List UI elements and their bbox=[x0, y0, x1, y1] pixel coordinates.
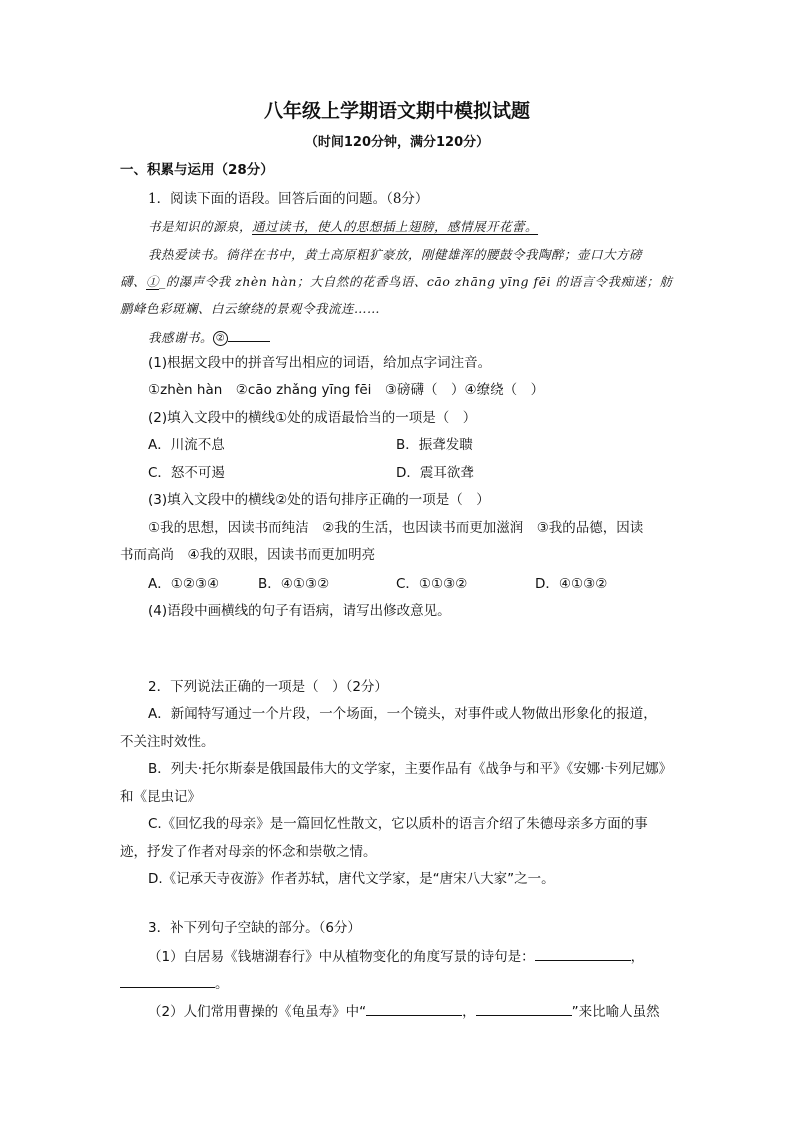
q2-option-c-line-2: 迹，抒发了作者对母亲的怀念和崇敬之情。 bbox=[120, 844, 377, 860]
q1-passage-plain: 书是知识的源泉， bbox=[148, 219, 253, 234]
q3-item-1 bbox=[148, 946, 644, 967]
q2-option-d-line-1: D.《记承天寺夜游》作者苏轼，唐代文学家，是“唐宋八大家”之一。 bbox=[148, 871, 555, 887]
section-heading: 一、积累与运用（28分） bbox=[120, 162, 274, 178]
q1-sub2-option-c: C．怒不可遏 bbox=[148, 465, 225, 481]
q1-passage-line-2: 我热爱读书。徜徉在书中，黄土高原粗犷豪放，刚健雄浑的腰鼓令我陶醉；壶口大方磅 bbox=[148, 247, 643, 262]
q3-item-1-line-2 bbox=[120, 973, 229, 994]
page-subtitle: （时间120分钟，满分120分） bbox=[304, 135, 490, 150]
q2-option-c-line-1: C.《回忆我的母亲》是一篇回忆性散文，它以质朴的语言介绍了朱德母亲多方面的事 bbox=[148, 816, 648, 832]
q1-sub3-option-d: D．④①③② bbox=[535, 576, 608, 592]
q1-blank-1: ① bbox=[146, 274, 160, 289]
q1-sub2-option-b: B．振聋发聩 bbox=[396, 437, 473, 453]
q3-item-2-text: （2）人们常用曹操的《龟虽寿》中“ bbox=[148, 1004, 367, 1020]
q1-sub4: (4)语段中画横线的句子有语病，请写出修改意见。 bbox=[148, 603, 451, 619]
q3-item-2 bbox=[148, 1001, 660, 1022]
q1-passage-line-4: 鹏峰色彩斑斓、白云缭绕的景观令我流连…… bbox=[120, 301, 381, 316]
q1-sub3-line-2: 书而高尚 ④我的双眼，因读书而更加明亮 bbox=[120, 547, 376, 563]
q1-sub3-option-b: B．④①③② bbox=[258, 576, 330, 592]
q2-stem: 2．下列说法正确的一项是（ ）（2分） bbox=[148, 679, 388, 695]
q1-passage-underlined: 通过读书，使人的思想插上翅膀，感情展开花蕾。 bbox=[252, 219, 539, 234]
q1-blank-2-line bbox=[228, 327, 270, 342]
q1-blank-2-marker: ② bbox=[213, 331, 228, 346]
q3-item-1-blank-a bbox=[535, 946, 631, 961]
q3-item-2-comma: ， bbox=[462, 1004, 476, 1020]
q3-item-1-comma: ， bbox=[630, 949, 645, 965]
q2-option-b-line-2: 和《昆虫记》 bbox=[120, 789, 201, 805]
q1-sub2-option-a: A．川流不息 bbox=[148, 437, 225, 453]
q1-sub1: (1)根据文段中的拼音写出相应的词语，给加点字词注音。 bbox=[148, 355, 492, 371]
q3-stem: 3．补下列句子空缺的部分。（6分） bbox=[148, 920, 361, 936]
q1-stem: 1．阅读下面的语段。回答后面的问题。（8分） bbox=[148, 191, 429, 207]
q3-item-2-blank-b bbox=[476, 1001, 572, 1016]
page-title: 八年级上学期语文期中模拟试题 bbox=[263, 100, 530, 122]
q3-item-1-text: （1）白居易《钱塘湖春行》中从植物变化的角度写景的诗句是： bbox=[148, 949, 535, 965]
q1-sub3: (3)填入文段中的横线②处的语句排序正确的一项是（ ） bbox=[148, 492, 490, 508]
q3-item-1-end: 。 bbox=[215, 976, 229, 992]
q1-sub2: (2)填入文段中的横线①处的成语最恰当的一项是（ ） bbox=[148, 410, 477, 426]
q1-passage-text: _的瀑声令我 zhèn hàn；大自然的花香鸟语、cāo zhāng yīng fēi 的语言令我痴迷；舫 bbox=[159, 274, 673, 289]
q2-option-a-line-1: A．新闻特写通过一个片段，一个场面，一个镜头，对事件或人物做出形象化的报道， bbox=[148, 706, 657, 722]
q1-passage-text: 我感谢书。 bbox=[148, 330, 214, 345]
q2-option-b-line-1: B．列夫·托尔斯泰是俄国最伟大的文学家，主要作品有《战争与和平》《安娜·卡列尼娜》 bbox=[148, 761, 673, 777]
q1-sub3-option-c: C．①①③② bbox=[396, 576, 468, 592]
q3-item-2-blank-a bbox=[366, 1001, 462, 1016]
q1-sub2-option-d: D．震耳欲聋 bbox=[396, 465, 474, 481]
q1-sub3-line-1: ①我的思想，因读书而纯洁 ②我的生活，也因读书而更加滋润 ③我的品德，因读 bbox=[148, 520, 644, 536]
q1-passage-line-1 bbox=[148, 217, 538, 237]
q3-item-1-blank-b bbox=[120, 973, 215, 988]
q1-passage-line-5 bbox=[148, 327, 270, 348]
q3-item-2-text-end: ”来比喻人虽然 bbox=[571, 1004, 660, 1020]
q1-passage-text: 礴、 bbox=[120, 274, 147, 289]
q2-option-a-line-2: 不关注时效性。 bbox=[120, 734, 215, 750]
q1-sub1-items: ①zhèn hàn ②cāo zhǎng yīng fēi ③磅礴（ ）④缭绕（ ） bbox=[148, 382, 545, 398]
q1-passage-line-3 bbox=[120, 272, 673, 292]
q1-sub3-option-a: A．①②③④ bbox=[148, 576, 220, 592]
